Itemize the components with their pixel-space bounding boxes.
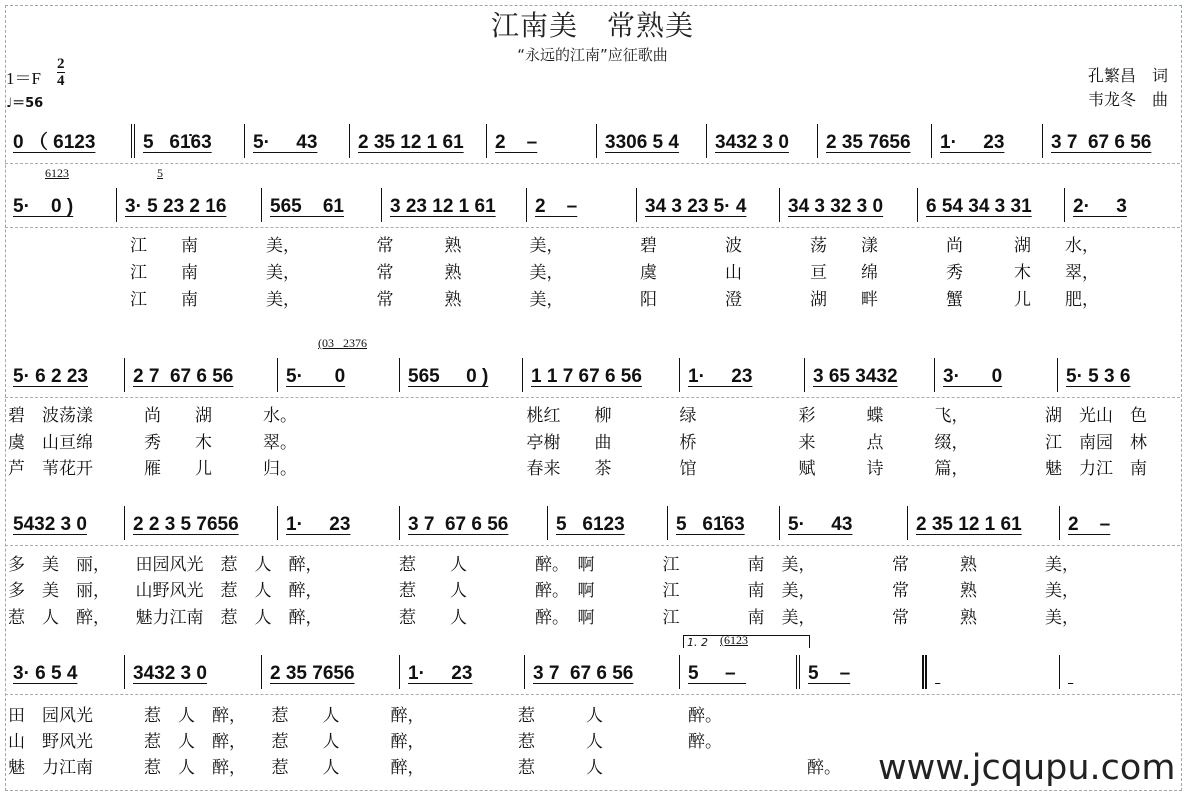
measure-notes: 3432 3 0 — [715, 132, 789, 153]
score-row — [5, 336, 1175, 392]
measure-notes: 34 3 32 3 0 — [788, 196, 884, 217]
measure-notes — [1068, 663, 1073, 689]
measure-notes: 34 3 23 5· 4 — [645, 196, 747, 217]
measure — [5, 124, 135, 158]
measure — [800, 655, 927, 689]
song-title: 江南美 常熟美 — [490, 9, 694, 42]
credits — [1088, 64, 1168, 112]
time-denominator: 4 — [57, 73, 65, 89]
measure — [1043, 124, 1175, 158]
measure-notes: 2 – — [495, 132, 538, 153]
measure — [707, 124, 818, 158]
grace-notes: (6123 — [720, 633, 748, 647]
measure — [5, 166, 117, 222]
lyric-line-verse-1: 多 美 丽， 田园风光 惹 人 醉， 惹 人 醉。 啊 江 南 美， 常 熟 美， — [8, 555, 1079, 575]
lyric-line-verse-1: 田 园风光 惹 人 醉， 惹 人 醉， 惹 人 醉。 — [8, 706, 722, 726]
measure-notes: 2 35 7656 — [270, 663, 355, 684]
measure — [1060, 506, 1175, 540]
measure — [637, 188, 780, 222]
measure-notes: 565 0 ) — [408, 366, 489, 387]
measure-notes: 5· 5 3 6 — [1066, 366, 1131, 387]
measure-notes: 2 35 12 1 61 — [358, 132, 464, 153]
measure-notes: 2 – — [535, 196, 578, 217]
lyric-line-verse-2: 多 美 丽， 山野风光 惹 人 醉， 惹 人 醉。 啊 江 南 美， 常 熟 美， — [8, 581, 1079, 601]
score-row — [5, 124, 1175, 158]
measure — [487, 124, 597, 158]
lyric-line-verse-1: 碧 波荡漾 尚 湖 水。 桃红 柳 绿 彩 蝶 飞， 湖 光山 色 — [8, 406, 1147, 426]
measure — [400, 358, 523, 392]
measure — [1065, 188, 1175, 222]
measure-notes: 3306 5 4 — [605, 132, 679, 153]
measure-notes: 3· 0 — [943, 366, 1003, 387]
measure — [262, 188, 382, 222]
measure-notes: 2 2 3 5 7656 — [133, 514, 239, 535]
measure — [548, 506, 668, 540]
measure — [597, 124, 707, 158]
measure — [523, 358, 680, 392]
measure — [908, 506, 1060, 540]
measure-notes: 3 7 67 6 56 — [1051, 132, 1152, 153]
lyric-line-verse-2: 山 野风光 惹 人 醉， 惹 人 醉， 惹 人 醉。 — [8, 732, 722, 752]
tempo-marking: ♩＝56 — [6, 96, 44, 111]
measure — [927, 655, 1060, 689]
measure — [527, 188, 637, 222]
measure — [1058, 358, 1175, 392]
measure-notes — [935, 663, 940, 689]
lyric-line-verse-2: 江 南 美， 常 熟 美， 虞 山 亘 绵 秀 木 翠， — [130, 263, 1099, 283]
measure — [278, 336, 400, 392]
measure-notes: 3 7 67 6 56 — [408, 514, 509, 535]
measure — [818, 124, 932, 158]
time-numerator: 2 — [57, 56, 65, 72]
measure-notes: 5 6123 — [556, 514, 625, 535]
measure-notes: 3· 5 23 2 16 — [125, 196, 227, 217]
measure-notes: 5 61̇63 — [143, 132, 212, 153]
measure — [780, 188, 918, 222]
measure-notes: 1· 23 — [286, 514, 351, 535]
lyric-line-verse-3: 芦 苇花开 雁 儿 归。 春来 茶 馆 赋 诗 篇， 魅 力江 南 — [8, 459, 1147, 479]
lyric-line-verse-3: 魅 力江南 惹 人 醉， 惹 人 醉， 惹 人 醉。 — [8, 758, 841, 778]
measure — [5, 506, 125, 540]
measure-notes: 5432 3 0 — [13, 514, 87, 535]
measure-notes: 5· 0 — [286, 366, 346, 387]
measure — [117, 166, 262, 222]
measure — [5, 358, 125, 392]
measure-notes: 5· 43 — [253, 132, 318, 153]
grace-notes: 6123 — [45, 166, 69, 180]
measure — [262, 655, 400, 689]
measure — [680, 633, 800, 689]
composer: 韦龙冬 曲 — [1088, 90, 1169, 109]
measure-notes: 5 – — [808, 663, 851, 684]
measure — [245, 124, 350, 158]
measure — [125, 358, 278, 392]
measure-notes: 6 54 34 3 31 — [926, 196, 1032, 217]
measure-notes: 2 35 7656 — [826, 132, 911, 153]
lyric-line-verse-3: 惹 人 醉， 魅力江南 惹 人 醉， 惹 人 醉。 啊 江 南 美， 常 熟 美， — [8, 608, 1079, 628]
measure-notes: 2 35 12 1 61 — [916, 514, 1022, 535]
measure — [400, 506, 548, 540]
measure-notes: 2· 3 — [1073, 196, 1127, 217]
measure-notes: 5· 43 — [788, 514, 853, 535]
measure-notes: 0 （ 6123 — [13, 132, 96, 153]
measure — [935, 358, 1058, 392]
measure-notes: 5 61̇63 — [676, 514, 745, 535]
lyric-line-verse-2: 虞 山亘绵 秀 木 翠。 亭榭 曲 桥 来 点 缀， 江 南园 林 — [8, 433, 1147, 453]
measure — [125, 506, 278, 540]
measure — [1060, 655, 1175, 689]
measure-notes: 1· 23 — [688, 366, 753, 387]
measure — [125, 655, 262, 689]
grace-notes: (03 2376 — [318, 336, 367, 350]
measure-notes: 3· 6 5 4 — [13, 663, 78, 684]
measure — [350, 124, 487, 158]
song-subtitle: “永远的江南”应征歌曲 — [517, 46, 668, 64]
grace-notes: 5 — [157, 166, 163, 180]
score-row — [5, 506, 1175, 540]
measure — [135, 124, 245, 158]
measure — [780, 506, 908, 540]
measure-notes: 3432 3 0 — [133, 663, 207, 684]
measure — [680, 358, 805, 392]
measure — [805, 358, 935, 392]
measure — [918, 188, 1065, 222]
measure-notes: 2 – — [1068, 514, 1111, 535]
measure-notes: 1· 23 — [408, 663, 473, 684]
score-row — [5, 166, 1175, 222]
key-signature: 1＝F — [6, 69, 41, 88]
measure — [5, 655, 125, 689]
measure-notes: 5 – — [688, 663, 747, 684]
measure-notes: 565 61 — [270, 196, 344, 217]
lyric-line-verse-1: 江 南 美， 常 熟 美， 碧 波 荡 漾 尚 湖 水， — [130, 236, 1099, 256]
measure-notes: 2 7 67 6 56 — [133, 366, 234, 387]
measure — [400, 655, 525, 689]
time-signature — [57, 56, 65, 89]
measure — [525, 655, 680, 689]
measure — [382, 188, 527, 222]
volta-bracket: 1. 2 — [683, 635, 810, 648]
score-row — [5, 633, 1175, 689]
lyric-line-verse-3: 江 南 美， 常 熟 美， 阳 澄 湖 畔 蟹 儿 肥， — [130, 290, 1099, 310]
watermark: www.jcqupu.com — [878, 748, 1176, 788]
measure-notes: 5· 0 ) — [13, 196, 74, 217]
measure-notes: 3 23 12 1 61 — [390, 196, 496, 217]
measure — [668, 506, 780, 540]
measure-notes: 3 65 3432 — [813, 366, 898, 387]
measure-notes: 1 1 7 67 6 56 — [531, 366, 642, 387]
measure-notes: 5· 6 2 23 — [13, 366, 88, 387]
measure — [278, 506, 400, 540]
measure-notes: 1· 23 — [940, 132, 1005, 153]
measure-notes: 3 7 67 6 56 — [533, 663, 634, 684]
measure — [932, 124, 1043, 158]
lyricist: 孔繁昌 词 — [1088, 66, 1169, 85]
